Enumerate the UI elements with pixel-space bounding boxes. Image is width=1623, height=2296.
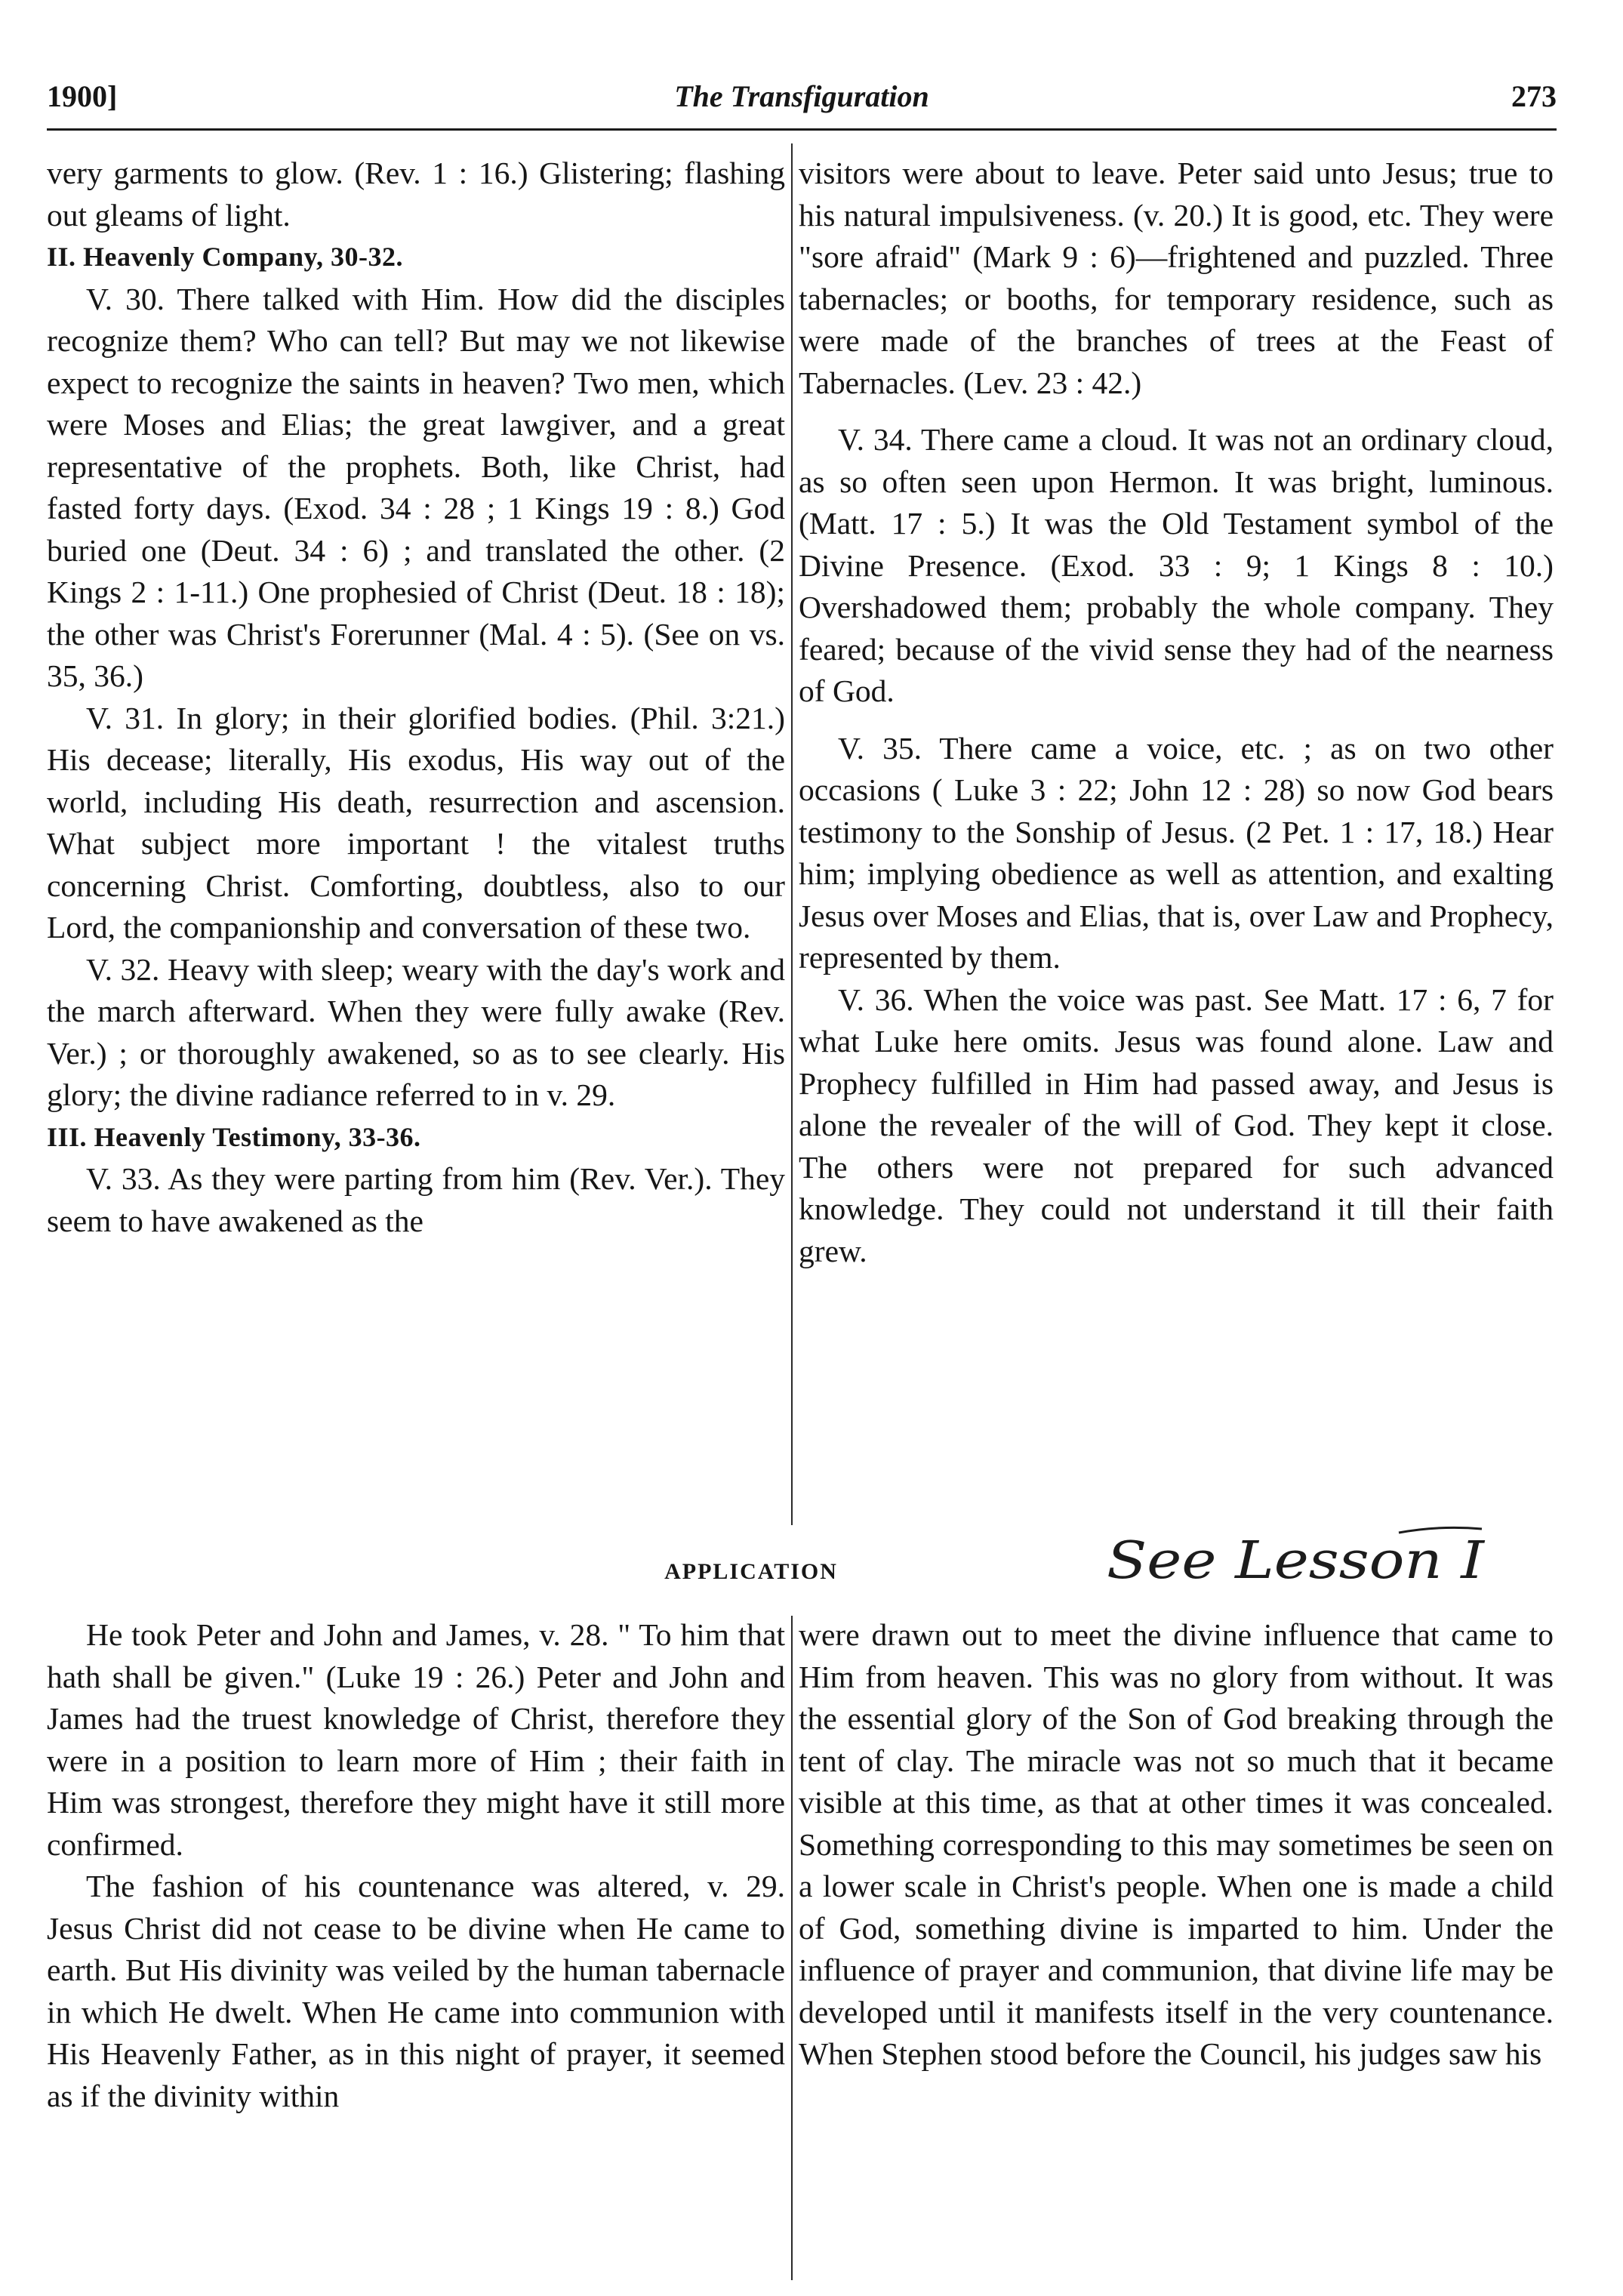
page-number: 273 — [1511, 79, 1557, 113]
verse-note-35: V. 35. There came a voice, etc. ; as on two other occasions ( Luke 3 : 22; John 12 : 28) so now God bears testimony to the Sonship of Jesus. (2 Pet. 1 : 17, 18.) Hear him; implying obedience as well as attention, and exalting Jesus over Moses and Elias, that is, over Law and Prophecy, represented by them. — [799, 730, 1554, 975]
handwritten-note — [1101, 1518, 1501, 1601]
text-continuation: very garments to glow. (Rev. 1 : 16.) Glistering; flashing out gleams of light. — [47, 156, 785, 233]
application-para-29: The fashion of his countenance was altered, v. 29. Jesus Christ did not cease to be divine when He came to earth. But His divinity was veiled by the human tabernacle in which He dwelt. When He came into communion with His Heavenly Father, as in this night of prayer, it seemed as if the divinity within — [47, 1869, 785, 2113]
header-title: The Transfiguration — [674, 79, 929, 113]
column-top-left — [47, 153, 785, 1242]
verse-note-32: V. 32. Heavy with sleep; weary with the day's work and the march afterward. When they were fully awake (Rev. Ver.) ; or thoroughly awakened, so as to see clearly. His glory; the divine radiance referred to in v. 29. — [47, 951, 785, 1112]
column-divider-top — [791, 143, 793, 1525]
application-heading-text: APPLICATION — [664, 1559, 838, 1584]
column-bottom-left — [47, 1614, 785, 2117]
verse-note-30: V. 30. There talked with Him. How did the disciples recognize them? Who can tell? But may we not likewise expect to recognize the saints in heaven? Two men, which were Moses and Elias; the great lawgiver, and a great representative of the prophets. Both, like Christ, had fasted forty days. (Exod. 34 : 28 ; 1 Kings 19 : 8.) God buried one (Deut. 34 : 6) ; and translated the other. (2 Kings 2 : 1-11.) One prophesied of Christ (Deut. 18 : 18); the other was Christ's Forerunner (Mal. 4 : 5). (See on vs. 35, 36.) — [47, 281, 785, 693]
column-top-right — [799, 153, 1554, 1272]
header-year: 1900] — [47, 79, 118, 113]
section-heading-heavenly-testimony: III. Heavenly Testimony, 33-36. — [47, 1121, 421, 1152]
running-header — [47, 74, 1557, 127]
column-divider-bottom — [791, 1616, 793, 2280]
text-continuation: visitors were about to leave. Peter said unto Jesus; true to his natural impulsiveness. (v. 20.) It is good, etc. They were "sore afraid" (Mark 9 : 6)—frightened and puzzled. Three tabernacles; or booths, for temporary residence, such as were made of the branches of trees at the Feast of Tabernacles. (Lev. 23 : 42.) — [799, 156, 1554, 400]
application-para-28: He took Peter and John and James, v. 28. " To him that hath shall be given." (Luke 19 : 26.) Peter and John and James had the truest knowledge of Christ, therefore they were in a position to learn more of Him ; their faith in Him was strongest, therefore they might have it still more confirmed. — [47, 1617, 785, 1862]
verse-note-34: V. 34. There came a cloud. It was not an ordinary cloud, as so often seen upon Hermon. It was bright, luminous. (Matt. 17 : 5.) It was the Old Testament symbol of the Divine Presence. (Exod. 33 : 9; 1 Kings 8 : 10.) Overshadowed them; probably the whole company. They feared; because of the vivid sense they had of the nearness of God. — [799, 422, 1554, 708]
verse-note-31: V. 31. In glory; in their glorified bodies. (Phil. 3:21.) His decease; literally, His exodus, His way out of the world, including His death, resurrection and ascension. What subject more important ! the vitalest truths concerning Christ. Comforting, doubtless, also to our Lord, the companionship and conversation of these two. — [47, 700, 785, 945]
handwritten-note-text: See Lesson I — [1107, 1531, 1486, 1591]
verse-note-36: V. 36. When the voice was past. See Matt. 17 : 6, 7 for what Luke here omits. Jesus was found alone. Law and Prophecy fulfilled in Him had passed away, and Jesus is alone the revealer of the will of God. They kept it close. The others were not prepared for such advanced knowledge. They could not understand it till their faith grew. — [799, 982, 1554, 1268]
text-continuation: were drawn out to meet the divine influence that came to Him from heaven. This was no glory from without. It was the essential glory of the Son of God breaking through the tent of clay. The miracle was not so much that it became visible at this time, as that at other times it was concealed. Something corresponding to this may sometimes be seen on a lower scale in Christ's people. When one is made a child of God, something divine is imparted to him. Under the influence of prayer and communion, that divine life may be developed until it manifests itself in the very countenance. When Stephen stood before the Council, his judges saw his — [799, 1617, 1554, 2071]
header-rule — [47, 128, 1557, 131]
verse-note-33: V. 33. As they were parting from him (Rev. Ver.). They seem to have awakened as the — [47, 1161, 785, 1238]
section-heading-heavenly-company: II. Heavenly Company, 30-32. — [47, 242, 404, 272]
column-bottom-right — [799, 1614, 1554, 2076]
